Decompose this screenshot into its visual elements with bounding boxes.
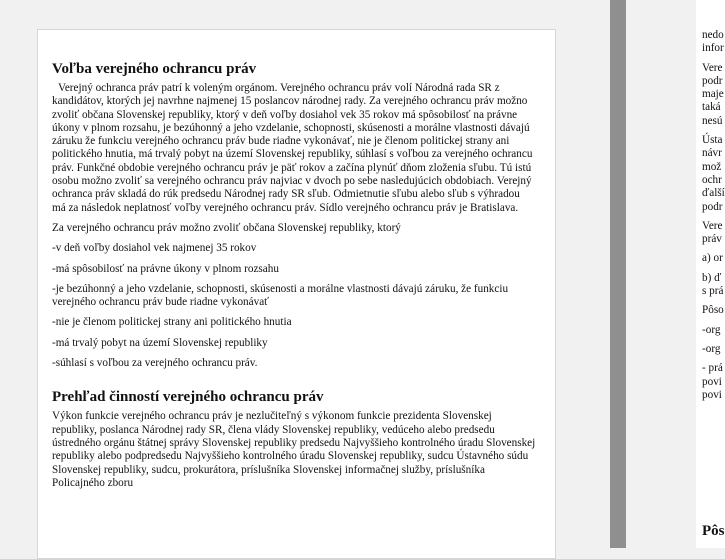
section-heading-prehlad: Prehľad činností verejného ochrancu práv xyxy=(52,389,324,406)
text-line-fragment: nedo xyxy=(702,29,724,41)
text-line-fragment: podr xyxy=(702,74,723,87)
text-line-fragment: Pôso xyxy=(702,304,724,317)
text-line-fragment: -org xyxy=(702,323,721,336)
condition-item: -má spôsobilosť na právne úkony v plnom rozsahu xyxy=(52,262,279,275)
text-line-fragment: Ústa xyxy=(702,134,723,147)
condition-item: -je bezúhonný a jeho vzdelanie, schopnosti, skúsenosti a morálne vlastnosti dávajú záruku, že funkciu verejného ochrancu práv bude riadne vykonávať xyxy=(52,282,509,309)
condition-item: -má trvalý pobyt na území Slovenskej republiky xyxy=(52,336,268,349)
text-line-fragment: maje xyxy=(702,88,724,101)
text-line-fragment: povi xyxy=(702,388,722,401)
text-line-fragment: práv xyxy=(702,233,722,246)
text-line-fragment: -org xyxy=(702,342,721,355)
text-line-fragment: podr xyxy=(702,200,723,213)
page-gap-divider xyxy=(610,0,626,548)
condition-item: -nie je členom politickej strany ani politického hnutia xyxy=(52,316,292,329)
text-line-fragment: povi xyxy=(702,375,722,388)
condition-item: -v deň voľby dosiahol vek najmenej 35 rokov xyxy=(52,242,257,255)
conditions-intro: Za verejného ochrancu práv možno zvoliť občana Slovenskej republiky, ktorý xyxy=(52,221,401,234)
condition-item: -súhlasí s voľbou za verejného ochrancu práv. xyxy=(52,357,258,370)
text-line-fragment: mož xyxy=(702,160,722,173)
section-heading-volba: Voľba verejného ochrancu práv xyxy=(52,61,257,77)
page-content xyxy=(52,60,536,497)
text-line-fragment: infor xyxy=(702,42,724,55)
intro-paragraph: Verejný ochranca práv patrí k voleným orgánom. Verejného ochrancu práv volí Národná rada SR z kandidátov, ktorých jej navrhne najmenej 15 poslancov národnej rady. Za verejného ochrancu práv možno zvoliť občana Slovenskej republiky, ktorý v deň voľby dosiahol vek 35 rokov má spôsobilosť na právne úkony v plnom rozsahu, je bezúhonný a jeho vzdelanie, schopnosti, skúsenosti a morálne vlastnosti dávajú záruku že funkciu verejného ochrancu práv bude riadne vykonávať, nie je členom politickej strany ani politického hnutia, má trvalý pobyt na území Slovenskej republiky, súhlasí s voľbou za verejného ochrancu práv. Funkčné obdobie verejného ochrancu práv je päť rokov a začína plynúť dňom zloženia sľubu. Tú istú osobu možno zvoliť sa verejného ochrancu práv najviac v dvoch po sebe nasledujúcich obdobiach. Verejný ochranca práv skladá do rúk predsedu Národnej rady SR sľub. Odmietnutie sľubu alebo sľub s výhradou má za následok neplatnosť voľby verejného ochrancu práv. Sídlo verejného ochrancu práv je Bratislava. xyxy=(52,82,533,214)
text-line-fragment: návr xyxy=(702,147,722,160)
text-line-fragment: - prá xyxy=(702,362,723,375)
document-page-left xyxy=(37,29,556,559)
text-line-fragment: Vere xyxy=(702,219,723,232)
text-line-fragment: Vere xyxy=(702,61,723,74)
right-page-heading: Pôs xyxy=(702,523,725,539)
text-line-fragment: taká xyxy=(702,101,721,114)
activities-paragraph: Výkon funkcie verejného ochrancu práv je nezlučiteľný s výkonom funkcie prezidenta Slovenskej republiky, poslanca Národnej rady SR, člena vlády Slovenskej republiky, vedúceho alebo predsedu ústredného orgánu štátnej správy Slovenskej republiky predsedu Najvyššieho kontrolného úradu Slovenskej republiky alebo podpredsedu Najvyššieho kontrolného úradu Slovenskej republiky, sudcu Ústavného súdu Slovenskej republiky, sudcu, prokurátora, príslušníka Slovenskej informačnej služby, príslušníka Policajného zboru xyxy=(52,410,536,489)
text-line-fragment: ďalší xyxy=(702,187,725,200)
text-line-fragment: s prá xyxy=(702,285,724,298)
right-page-text xyxy=(702,29,725,402)
text-line-fragment: a) or xyxy=(702,252,723,265)
document-page-right xyxy=(696,0,725,548)
text-line-fragment: nesú xyxy=(702,114,723,127)
text-line-fragment: b) ď xyxy=(702,271,722,284)
text-line-fragment: ochr xyxy=(702,173,722,186)
